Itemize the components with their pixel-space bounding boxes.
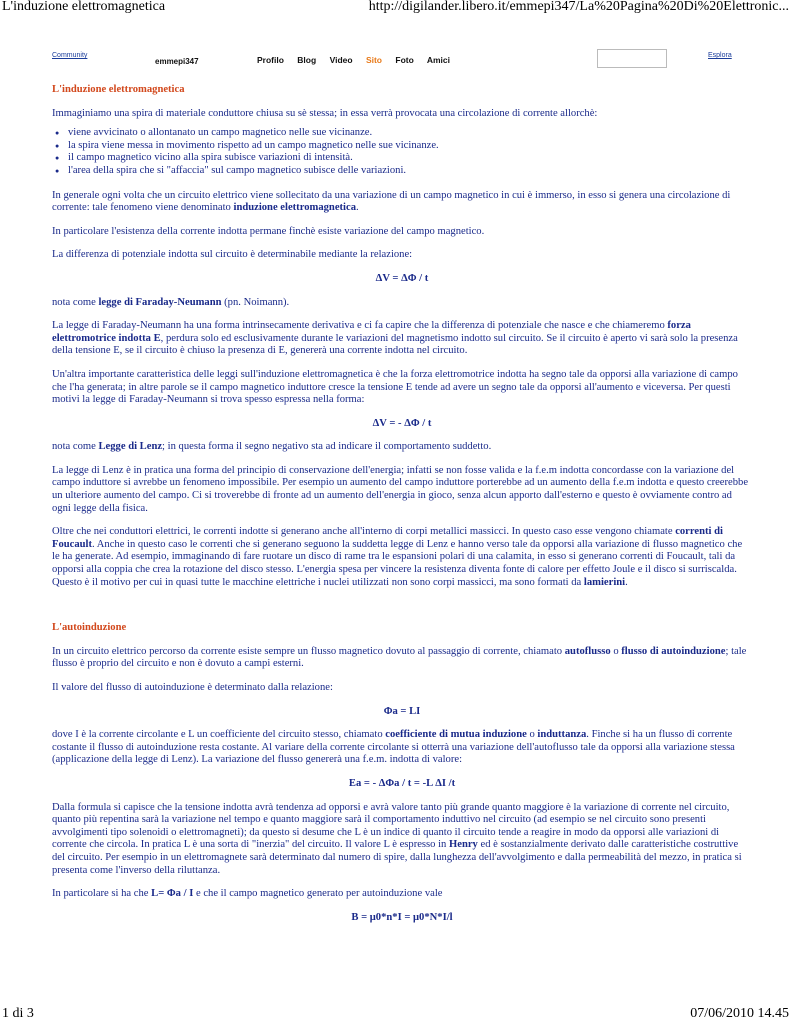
community-link[interactable]: Community (52, 52, 88, 59)
formula-faraday: ΔV = ΔΦ / t (375, 272, 429, 284)
paragraph: In particolare si ha che L= Φa / I e che il campo magnetico generato per autoinduzione vale (52, 888, 443, 900)
paragraph: La legge di Lenz è in pratica una forma del principio di conservazione dell'energia; infatti se non fosse valida e la f.e.m indotta concordasse con la variazione del campo induttore si avrebbe un fenomeno impossibile. Per esempio un aumento del campo induttore porterebbe ad un aumento della f.e.m indotta e questo creerebbe un ulteriore aumento del campo. Ci si troverebbe di fronte ad un aumento dell'energia in gioco, senza alcun apporto dall'esterno e questo è ovviamente contro ad ogni legge della fisica. (52, 464, 749, 514)
search-input[interactable] (597, 49, 667, 68)
print-datetime: 07/06/2010 14.45 (690, 1006, 789, 1021)
paragraph: La legge di Faraday-Neumann ha una forma intrinsecamente derivativa e ci fa capire che la differenza di potenziale che nasce e che chiameremo forza elettromotrice indotta E, perdura solo ed esclusivamente durante le variazioni del magnetismo indotto sul circuito. Se il circuito è aperto vi sarà solo la presenza della tensione E, se il circuito è chiuso la presenza di E, genererà una corrente indotta nel circuito. (52, 320, 738, 357)
conditions-list (52, 127, 752, 177)
username[interactable]: emmepi347 (155, 57, 199, 66)
list-item: ● la spira viene messa in movimento rispetto ad un campo magnetico nelle sue vicinanze. (68, 140, 752, 153)
section-heading-autoinduzione: L'autoinduzione (52, 622, 127, 634)
nav-item-amici[interactable]: Amici (426, 55, 450, 65)
print-header-url: http://digilander.libero.it/emmepi347/La%20Pagina%20Di%20Elettronic... (368, 0, 789, 14)
formula-fem-autoindotta: Ea = - ΔΦa / t = -L ΔI /t (348, 777, 456, 789)
list-item: ● viene avvicinato o allontanato un campo magnetico nelle sue vicinanze. (68, 127, 752, 140)
nav-item-video[interactable]: Video (329, 55, 353, 65)
section-heading-induzione: L'induzione elettromagnetica (52, 84, 185, 95)
formula-autoflusso: Φa = LI (383, 705, 421, 717)
print-header (0, 0, 791, 18)
nav-item-blog[interactable]: Blog (297, 55, 317, 65)
paragraph: In particolare l'esistenza della corrente indotta permane finchè esiste variazione del campo magnetico. (52, 225, 485, 237)
paragraph: nota come Legge di Lenz; in questa forma il segno negativo sta ad indicare il comportamento suddetto. (52, 441, 492, 453)
nav-item-sito[interactable]: Sito (365, 55, 382, 65)
paragraph: Un'altra importante caratteristica delle leggi sull'induzione elettromagnetica è che la forza elettromotrice indotta ha segno tale da opporsi alla variazione di campo che l'ha generata; in altre parole se il campo magnetico induttore cresce la tensione E tende ad avere un segno tale da opporsi all'aumento e viceversa. Per questi motivi la legge di Faraday-Neumann si trova spesso espressa nella forma: (52, 368, 738, 406)
formula-campo-b: B = μ0*n*I = μ0*N*I/l (351, 911, 453, 923)
paragraph: In generale ogni volta che un circuito elettrico viene sollecitato da una variazione di un campo magnetico in cui è immerso, in esso si genera una circolazione di corrente: tale fenomeno viene denominato induzione elettromagnetica. (52, 189, 731, 214)
nav-menu (257, 55, 461, 65)
nav-item-profilo[interactable]: Profilo (257, 55, 284, 65)
nav-item-foto[interactable]: Foto (395, 55, 414, 65)
paragraph: Immaginiamo una spira di materiale conduttore chiusa su sè stessa; in essa verrà provocata una circolazione di corrente allorchè: (52, 107, 598, 119)
paragraph: Il valore del flusso di autoinduzione è determinato dalla relazione: (52, 682, 333, 693)
paragraph: La differenza di potenziale indotta sul circuito è determinabile mediante la relazione: (52, 249, 413, 261)
paragraph: Oltre che nei conduttori elettrici, le correnti indotte si generano anche all'interno di corpi metallici massicci. In questo caso esse vengono chiamate correnti di Foucault. Anche in questo caso le correnti che si generano seguono la suddetta legge di Lenz e hanno verso tale da opporsi alla variazione di flusso magnetico che le ha generate. Ad esempio, immaginando di fare ruotare un disco di rame tra le espansioni polari di una calamita, in esso si generano correnti di Foucault, tali da opporsi alla coppia che crea la rotazione del disco stesso. L'energia spesa per vincere la resistenza diventa fonte di calore per effetto Joule e il disco si surriscalda. Questo è il motivo per cui in quasi tutte le macchine elettriche i nuclei utilizzati non sono corpi massicci, ma sono formati da lamierini. (52, 526, 743, 588)
article (52, 84, 752, 935)
paragraph: dove I è la corrente circolante e L un coefficiente del circuito stesso, chiamato coefficiente di mutua induzione o induttanza. Finche si ha un flusso di corrente costante il flusso di autoinduzione resta costante. Al variare della corrente circolante si otterrà una variazione dell'autoflusso tale da opporsi alla variazione stessa (applicazione della legge di Lenz). La variazione del flusso genererà una f.e.m. indotta di valore: (52, 729, 735, 766)
formula-lenz: ΔV = - ΔΦ / t (372, 417, 432, 429)
page-number: 1 di 3 (2, 1006, 34, 1021)
site-navbar (52, 48, 742, 70)
paragraph: In un circuito elettrico percorso da corrente esiste sempre un flusso magnetico dovuto al passaggio di corrente, chiamato autoflusso o flusso di autoinduzione; tale flusso è proprio del circuito e non è dovuto a campi esterni. (52, 645, 747, 670)
list-item: ● l'area della spira che si "affaccia" sul campo magnetico subisce delle variazioni. (68, 165, 752, 178)
paragraph: Dalla formula si capisce che la tensione indotta avrà tendenza ad opporsi e avrà valore tanto più grande quanto maggiore è la variazione di corrente nel circuito, quanto più repentina sarà la variazione nel tempo e quanto maggiore sarà il comportamento induttivo nel circuito (ad esempio se nel circuito sono presenti avvolgimenti tipo solenoidi o elettromagneti); da questo si desume che L è un indice di quanto il circuito tende a reagire in modo da opporsi alle variazioni di corrente che circola. In pratica L è una sorta di "inerzia" del circuito. Il valore L è espresso in Henry ed è sostanzialmente derivato dalle caratteristiche costruttive del circuito. Per esempio in un elettromagnete sarà determinato dal numero di spire, dalla lunghezza dell'avvolgimento e dalla permeabilità del mezzo, in pratica si presenta come l'inverso della riluttanza. (52, 801, 742, 876)
paragraph: nota come legge di Faraday-Neumann (pn. Noimann). (52, 296, 290, 308)
print-header-title: L'induzione elettromagnetica (2, 0, 166, 14)
list-item: ● il campo magnetico vicino alla spira subisce variazioni di intensità. (68, 152, 752, 165)
esplora-link[interactable]: Esplora (708, 52, 732, 59)
